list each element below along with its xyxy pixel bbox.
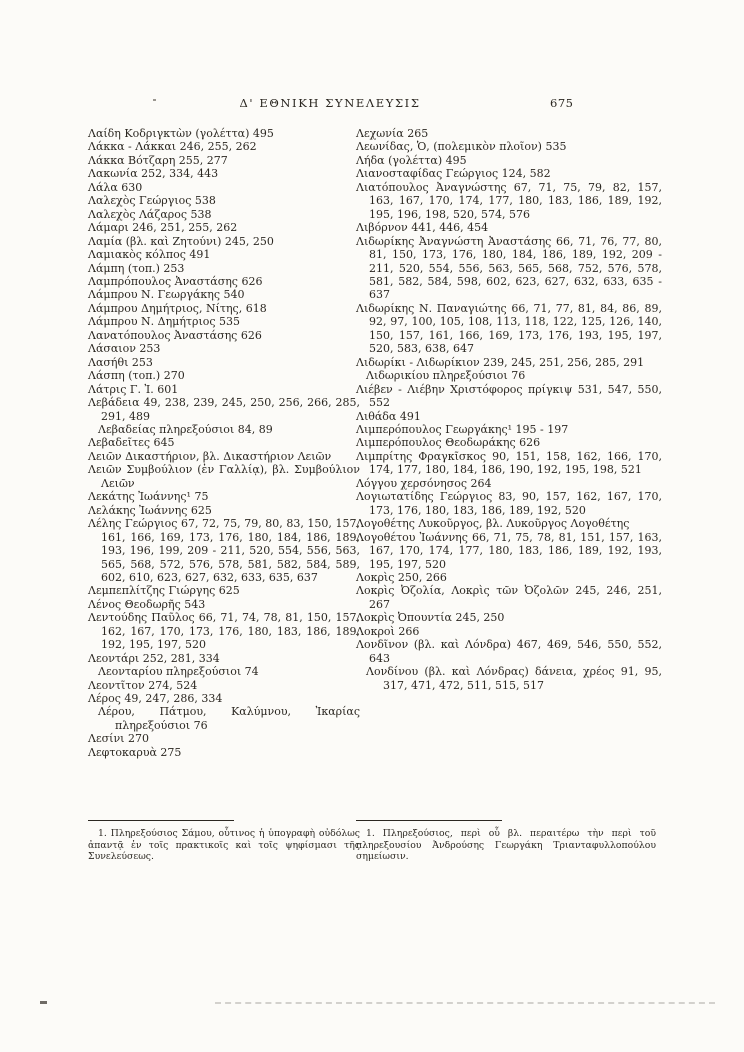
index-entry: Λάκκα - Λάκκαι 246, 255, 262 <box>88 140 257 154</box>
index-entry: Λοκροὶ 266 <box>356 624 420 638</box>
index-entry: Λαμπρόπουλος Ἀναστάσης 626 <box>88 274 263 288</box>
index-entry: Λιβόρνον 441, 446, 454 <box>356 221 489 235</box>
index-entry: Λάτρις Γ. Ἰ. 601 <box>88 382 179 396</box>
index-entry: Λοκρὶς Ὀπουντία 245, 250 <box>356 611 505 625</box>
footnote-block-right <box>356 820 656 863</box>
index-entry: Λεβάδεια 49, 238, 239, 245, 250, 256, 266, 285, 291, 489 <box>88 396 360 423</box>
index-entry: Λέρου, Πάτμου, Καλύμνου, Ἰκαρίας πληρεξούσιοι 76 <box>98 705 360 732</box>
index-entry: Λογοθέτης Λυκοῦργος, βλ. Λυκοῦργος Λογοθέτης <box>356 517 630 531</box>
index-entry: Λάσπη (τοπ.) 270 <box>88 369 185 383</box>
index-entry: Λιανοσταφίδας Γεώργιος 124, 582 <box>356 167 551 181</box>
index-entry: Λέλης Γεώργιος 67, 72, 75, 79, 80, 83, 150, 157, 161, 166, 169, 173, 176, 180, 184, 186, 189, 193, 196, 199, 209 - 211, 520, 554, 556, 563, 565, 568, 572, 576, 578, 581, 582, 584, 589, 602, 610, 623, 627, 632, 633, 635, 637 <box>88 517 360 584</box>
index-column-right <box>356 127 662 692</box>
index-entry: Λιέβεν - Λιέβην Χριστόφορος πρίγκιψ 531, 547, 550, 552 <box>356 382 662 410</box>
index-entry: Λάσαιον 253 <box>88 342 161 356</box>
index-entry: Λιμπερόπουλος Θεοδωράκης 626 <box>356 436 541 450</box>
index-entry: Λεονταρίου πληρεξούσιοι 74 <box>98 665 259 679</box>
footnote-text-right: 1. Πληρεξούσιος, περὶ οὗ βλ. περαιτέρω τὴν περὶ τοῦ πληρεξουσίου Ἀνδρούσης Γεωργάκη Τριανταφυλλοπούλου σημείωσιν. <box>356 828 656 863</box>
page-number: 675 <box>550 96 574 110</box>
scan-speck <box>153 99 156 101</box>
index-entry: Λένος Θεοδωρῆς 543 <box>88 597 206 611</box>
footnote-rule <box>356 820 502 821</box>
index-entry: Λεμπεπλίτζης Γιώργης 625 <box>88 584 240 598</box>
index-entry: Λιμπρίτης Φραγκῖσκος 90, 151, 158, 162, 166, 170, 174, 177, 180, 184, 186, 190, 192, 195, 198, 521 <box>356 449 662 477</box>
index-entry: Λιδωρίκης Ἀναγνώστη Ἀναστάσης 66, 71, 76, 77, 80, 81, 150, 173, 176, 180, 184, 186, 189, 192, 209 - 211, 520, 554, 556, 563, 565, 568, 752, 576, 578, 581, 582, 584, 598, 602, 623, 627, 632, 633, 635 - 637 <box>356 234 662 302</box>
index-entry: Λήδα (γολέττα) 495 <box>356 153 467 167</box>
index-entry: Λάκκα Βότζαρη 255, 277 <box>88 153 228 167</box>
index-entry: Λεβαδείας πληρεξούσιοι 84, 89 <box>98 422 273 436</box>
index-entry: Λάμπη (τοπ.) 253 <box>88 261 185 275</box>
index-entry: Λιδωρίκι - Λιδωρίκιον 239, 245, 251, 256, 285, 291 <box>356 355 645 369</box>
index-entry: Λαλεχὸς Γεώργιος 538 <box>88 194 216 208</box>
index-entry: Λιδωρικίου πληρεξούσιοι 76 <box>366 369 526 383</box>
index-entry: Λιατόπουλος Ἀναγνώστης 67, 71, 75, 79, 82, 157, 163, 167, 170, 174, 177, 180, 183, 186, 189, 192, 195, 196, 198, 520, 574, 576 <box>356 180 662 221</box>
index-entry: Λάμπρου Ν. Γεωργάκης 540 <box>88 288 245 302</box>
index-entry: Λανατόπουλος Ἀναστάσης 626 <box>88 328 262 342</box>
scan-artifact-mark <box>40 1001 47 1004</box>
index-entry: Λιθάδα 491 <box>356 409 421 423</box>
index-entry: Λεφτοκαρυὰ 275 <box>88 745 182 759</box>
footnote-text-left: 1. Πληρεξούσιος Σάμου, οὗτινος ἡ ὑπογραφὴ οὐδόλως ἀπαντᾷ ἐν τοῖς πρακτικοῖς καὶ τοῖς ψηφίσμασι τῆς Συνελεύσεως. <box>88 828 360 863</box>
index-entry: Λεβαδεῖτες 645 <box>88 436 175 450</box>
index-entry: Λογιωτατίδης Γεώργιος 83, 90, 157, 162, 167, 170, 173, 176, 180, 183, 186, 189, 192, 520 <box>356 490 662 517</box>
index-entry: Λελάκης Ἰωάννης 625 <box>88 503 212 517</box>
index-entry: Λεοντάρι 252, 281, 334 <box>88 651 220 665</box>
index-entry: Λειῶν Συμβούλιον (ἐν Γαλλίᾳ), βλ. Συμβούλιον Λειῶν <box>88 463 360 490</box>
footnote-rule <box>88 820 234 821</box>
index-entry: Λαμία (βλ. καὶ Ζητούνι) 245, 250 <box>88 234 274 248</box>
index-entry: Λάμπρου Ν. Δημήτριος 535 <box>88 315 241 329</box>
index-entry: Λάμπρου Δημήτριος, Νίτης, 618 <box>88 301 267 315</box>
index-entry: Λαίδη Κοδριγκτὼν (γολέττα) 495 <box>88 127 274 140</box>
index-entry: Λέρος 49, 247, 286, 334 <box>88 692 223 706</box>
index-entry: Λεντούδης Παῦλος 66, 71, 74, 78, 81, 150, 157, 162, 167, 170, 173, 176, 180, 183, 186, 189, 192, 195, 197, 520 <box>88 611 360 652</box>
scan-artifact-line <box>215 1002 715 1004</box>
index-entry: Λοκρὶς Ὀζολία, Λοκρὶς τῶν Ὀζολῶν 245, 246, 251, 267 <box>356 584 662 611</box>
index-entry: Λακωνία 252, 334, 443 <box>88 167 219 181</box>
index-entry: Λιδωρίκης Ν. Παναγιώτης 66, 71, 77, 81, 84, 86, 89, 92, 97, 100, 105, 108, 113, 118, 122, 125, 126, 140, 150, 157, 161, 166, 169, 173, 176, 193, 195, 197, 520, 583, 638, 647 <box>356 301 662 356</box>
index-entry: Λασήθι 253 <box>88 355 153 369</box>
index-entry: Λοκρὶς 250, 266 <box>356 570 447 584</box>
index-entry: Λονδῖνον (βλ. καὶ Λόνδρα) 467, 469, 546, 550, 552, 643 <box>356 638 662 665</box>
index-entry: Λάμαρι 246, 251, 255, 262 <box>88 221 238 235</box>
index-entry: Λονδίνου (βλ. καὶ Λόνδρας) δάνεια, χρέος 91, 95, 317, 471, 472, 511, 515, 517 <box>366 665 662 692</box>
index-entry: Λεκάτης Ἰωάννης¹ 75 <box>88 490 209 504</box>
index-entry: Λάλα 630 <box>88 180 143 194</box>
index-entry: Λεχωνία 265 <box>356 127 429 140</box>
index-entry: Λεωνίδας, Ὁ, (πολεμικὸν πλοῖον) 535 <box>356 140 567 154</box>
index-entry: Λιμπερόπουλος Γεωργάκης¹ 195 - 197 <box>356 422 569 436</box>
index-entry: Λαλεχὸς Λάζαρος 538 <box>88 207 212 221</box>
index-entry: Λόγγου χερσόνησος 264 <box>356 476 492 490</box>
footnote-block-left <box>88 820 360 863</box>
index-entry: Λειῶν Δικαστήριον, βλ. Δικαστήριον Λειῶν <box>88 449 332 463</box>
page-header-title: Δ' ΕΘΝΙΚΗ ΣΥΝΕΛΕΥΣΙΣ <box>239 96 421 110</box>
index-entry: Λαμιακὸς κόλπος 491 <box>88 248 211 262</box>
index-entry: Λογοθέτου Ἰωάννης 66, 71, 75, 78, 81, 151, 157, 163, 167, 170, 174, 177, 180, 183, 186, 189, 192, 193, 195, 197, 520 <box>356 530 662 571</box>
index-entry: Λεσίνι 270 <box>88 732 149 746</box>
index-entry: Λεοντῖτον 274, 524 <box>88 678 198 692</box>
index-column-left <box>88 127 360 759</box>
